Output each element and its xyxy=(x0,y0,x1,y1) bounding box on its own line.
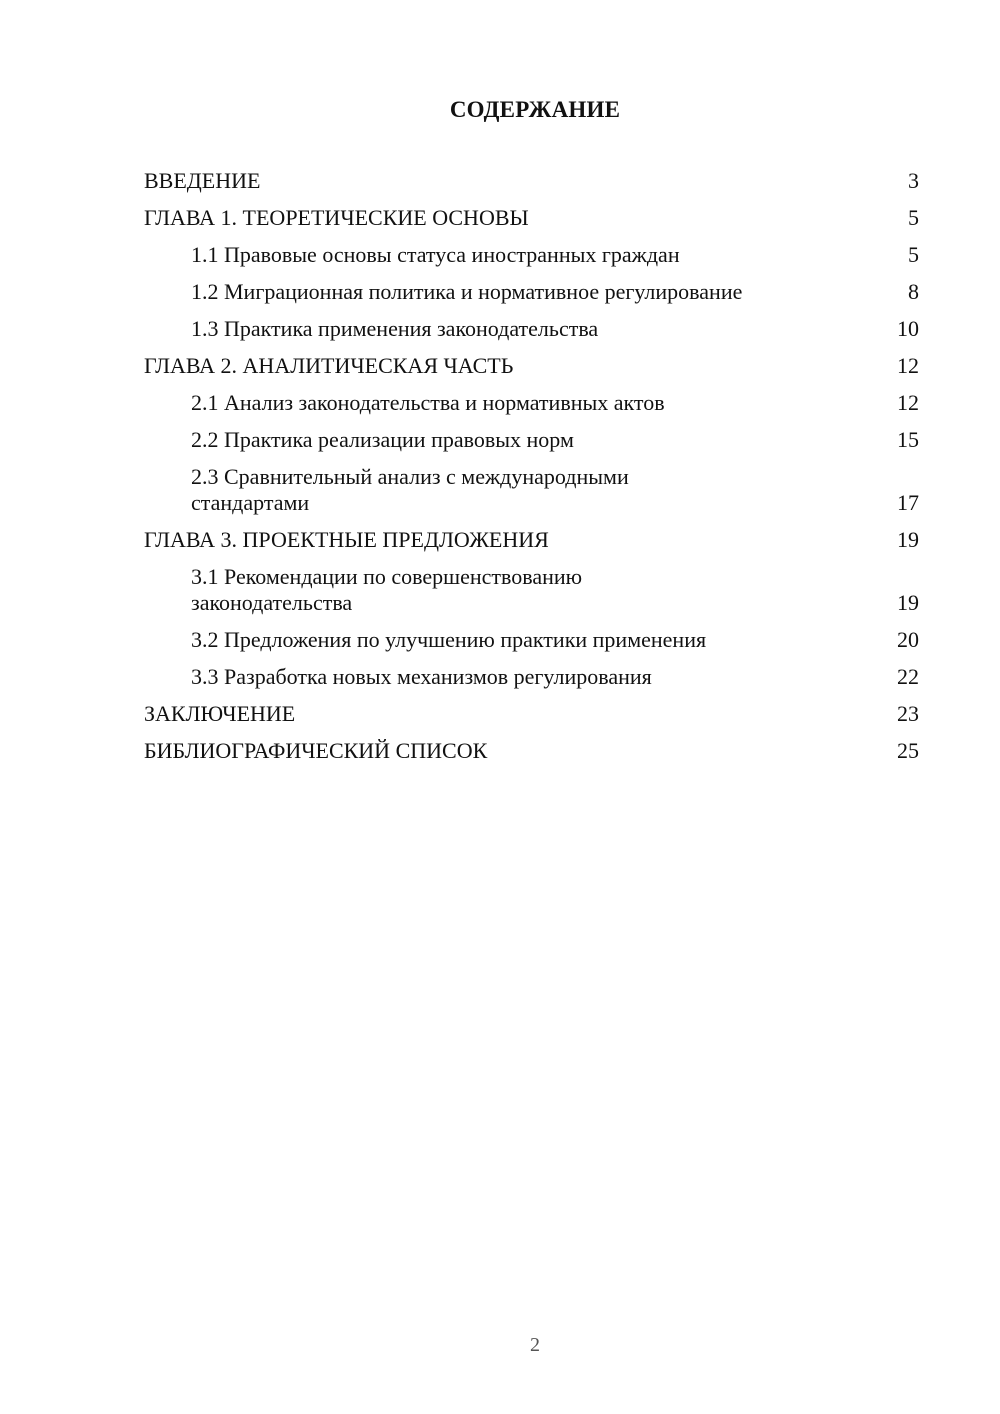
toc-entry-text: 3.2 Предложения по улучшению практики применения xyxy=(191,627,707,652)
toc-entry-page: 8 xyxy=(908,279,919,304)
toc-entry-introduction[interactable] xyxy=(144,168,919,194)
page-number: 2 xyxy=(530,1334,540,1356)
toc-entry-section-2-3[interactable] xyxy=(144,464,919,516)
page-title: СОДЕРЖАНИЕ xyxy=(449,97,621,122)
toc-entry-text: 3.3 Разработка новых механизмов регулирования xyxy=(191,664,652,689)
toc-entry-conclusion[interactable] xyxy=(144,701,919,727)
toc-entry-text: ГЛАВА 2. АНАЛИТИЧЕСКАЯ ЧАСТЬ xyxy=(144,353,514,378)
toc-entry-text: ЗАКЛЮЧЕНИЕ xyxy=(144,701,296,726)
toc-entry-section-1-1[interactable] xyxy=(144,242,919,268)
table-of-contents xyxy=(144,168,919,775)
toc-entry-page: 3 xyxy=(908,168,919,193)
toc-entry-text: 2.1 Анализ законодательства и нормативных актов xyxy=(191,390,665,415)
toc-entry-section-3-3[interactable] xyxy=(144,664,919,690)
toc-entry-text: ВВЕДЕНИЕ xyxy=(144,168,261,193)
toc-entry-page: 5 xyxy=(908,242,919,267)
toc-entry-section-3-1[interactable] xyxy=(144,564,919,616)
toc-entry-page: 19 xyxy=(897,527,919,552)
toc-entry-page: 23 xyxy=(897,701,919,726)
toc-entry-page: 19 xyxy=(897,590,919,615)
toc-entry-chapter-1[interactable] xyxy=(144,205,919,231)
toc-entry-section-3-2[interactable] xyxy=(144,627,919,653)
toc-entry-section-1-2[interactable] xyxy=(144,279,919,305)
toc-entry-page: 17 xyxy=(897,490,919,515)
toc-entry-section-1-3[interactable] xyxy=(144,316,919,342)
toc-entry-text: 2.2 Практика реализации правовых норм xyxy=(191,427,574,452)
toc-entry-text: 1.1 Правовые основы статуса иностранных граждан xyxy=(191,242,680,267)
toc-entry-section-2-2[interactable] xyxy=(144,427,919,453)
toc-entry-page: 5 xyxy=(908,205,919,230)
toc-entry-page: 22 xyxy=(897,664,919,689)
toc-entry-section-2-1[interactable] xyxy=(144,390,919,416)
toc-entry-page: 25 xyxy=(897,738,919,763)
toc-entry-page: 12 xyxy=(897,353,919,378)
toc-entry-page: 10 xyxy=(897,316,919,341)
toc-entry-page: 15 xyxy=(897,427,919,452)
toc-entry-text: 3.1 Рекомендации по совершенствованию законодательства xyxy=(191,564,583,615)
toc-entry-bibliography[interactable] xyxy=(144,738,919,764)
toc-entry-page: 12 xyxy=(897,390,919,415)
toc-entry-text: 2.3 Сравнительный анализ с международными стандартами xyxy=(191,464,629,515)
toc-entry-text: БИБЛИОГРАФИЧЕСКИЙ СПИСОК xyxy=(144,738,488,763)
toc-entry-page: 20 xyxy=(897,627,919,652)
toc-entry-text: ГЛАВА 3. ПРОЕКТНЫЕ ПРЕДЛОЖЕНИЯ xyxy=(144,527,549,552)
toc-entry-text: 1.3 Практика применения законодательства xyxy=(191,316,599,341)
toc-entry-text: 1.2 Миграционная политика и нормативное регулирование xyxy=(191,279,743,304)
toc-entry-text: ГЛАВА 1. ТЕОРЕТИЧЕСКИЕ ОСНОВЫ xyxy=(144,205,529,230)
toc-entry-chapter-2[interactable] xyxy=(144,353,919,379)
toc-entry-chapter-3[interactable] xyxy=(144,527,919,553)
